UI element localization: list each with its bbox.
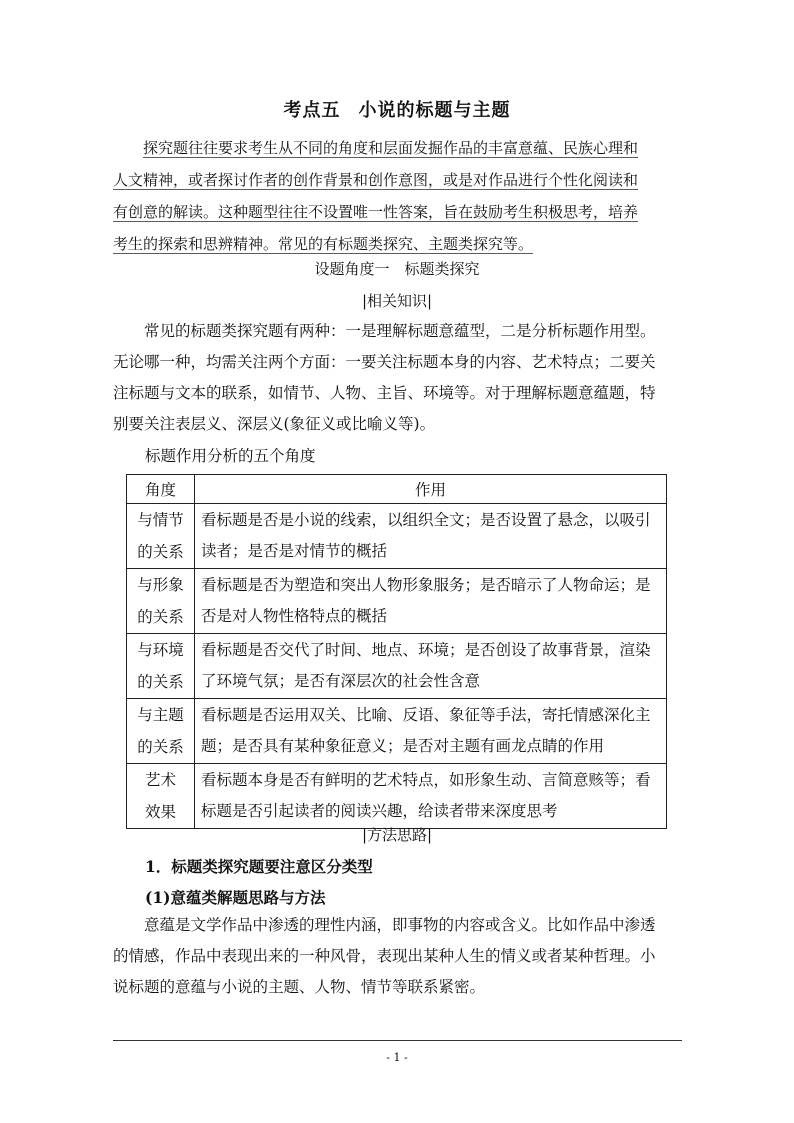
method-heading: |方法思路| xyxy=(361,826,433,844)
method-item-1: 1．标题类探究题要注意区分类型 xyxy=(145,857,373,876)
table-cell-function: 看标题本身是否有鲜明的艺术特点，如形象生动、言简意赅等；看 标题是否引起读者的阅读兴趣，给读者带来深度思考 xyxy=(195,764,667,829)
table-header-row xyxy=(127,475,667,504)
knowledge-line: 无论哪一种，均需关注两个方面：一要关注标题本身的内容、艺术特点；二要关 xyxy=(113,353,656,371)
meaning-line: 意蕴是文学作品中渗透的理性内涵，即事物的内容或含义。比如作品中渗透 xyxy=(144,916,656,934)
section-title-text: 小说的标题与主题 xyxy=(358,100,511,121)
table-caption: 标题作用分析的五个角度 xyxy=(145,447,316,465)
table-row xyxy=(127,504,667,569)
table-cell-function: 看标题是否是小说的线索，以组织全文；是否设置了悬念，以吸引 读者；是否是对情节的概括 xyxy=(195,504,667,569)
knowledge-line: 注标题与文本的联系，如情节、人物、主旨、环境等。对于理解标题意蕴题，特 xyxy=(113,384,656,402)
meaning-line: 的情感，作品中表现出来的一种风骨，表现出某种人生的情义或者某种哲理。小 xyxy=(113,947,656,965)
table-cell-angle: 与环境 的关系 xyxy=(127,634,195,699)
section-title-number: 考点五 xyxy=(283,100,341,121)
intro-line: 有创意的解读。这种题型往往不设置唯一性答案，旨在鼓励考生积极思考，培养 xyxy=(113,203,639,221)
page-number: - 1 - xyxy=(386,1051,408,1064)
meaning-line: 说标题的意蕴与小说的主题、人物、情节等联系紧密。 xyxy=(113,978,486,996)
intro-paragraph xyxy=(113,132,679,260)
footer-divider xyxy=(113,1040,682,1041)
table-header-function: 作用 xyxy=(195,475,667,504)
intro-line: 探究题往往要求考生从不同的角度和层面发掘作品的丰富意蕴、民族心理和 xyxy=(143,139,639,157)
table-cell-angle: 与主题 的关系 xyxy=(127,699,195,764)
table-cell-function: 看标题是否运用双关、比喻、反语、象征等手法，寄托情感深化主 题；是否具有某种象征意义；是否对主题有画龙点睛的作用 xyxy=(195,699,667,764)
table-row xyxy=(127,699,667,764)
angle-heading: 设题角度一 标题类探究 xyxy=(314,260,480,278)
intro-line: 考生的探索和思辨精神。常见的有标题类探究、主题类探究等。 xyxy=(113,235,534,253)
table-row xyxy=(127,634,667,699)
table-header-angle: 角度 xyxy=(127,475,195,504)
meaning-paragraph xyxy=(113,910,679,1003)
knowledge-line: 常见的标题类探究题有两种：一是理解标题意蕴型，二是分析标题作用型。 xyxy=(144,322,656,340)
intro-line: 人文精神，或者探讨作者的创作背景和创作意图，或是对作品进行个性化阅读和 xyxy=(113,171,639,189)
section-title xyxy=(0,96,794,122)
related-knowledge-heading: |相关知识| xyxy=(361,292,433,310)
table-cell-function: 看标题是否为塑造和突出人物形象服务；是否暗示了人物命运；是 否是对人物性格特点的概括 xyxy=(195,569,667,634)
table-row xyxy=(127,569,667,634)
table-cell-angle: 与形象 的关系 xyxy=(127,569,195,634)
table-cell-function: 看标题是否交代了时间、地点、环境；是否创设了故事背景，渲染 了环境气氛；是否有深层次的社会性含意 xyxy=(195,634,667,699)
table-cell-angle: 艺术 效果 xyxy=(127,764,195,829)
knowledge-line: 别要关注表层义、深层义(象征义或比喻义等)。 xyxy=(113,415,436,433)
knowledge-paragraph xyxy=(113,316,679,440)
table-cell-angle: 与情节 的关系 xyxy=(127,504,195,569)
title-function-table xyxy=(126,474,667,829)
table-row xyxy=(127,764,667,829)
method-item-2: (1)意蕴类解题思路与方法 xyxy=(145,888,326,907)
